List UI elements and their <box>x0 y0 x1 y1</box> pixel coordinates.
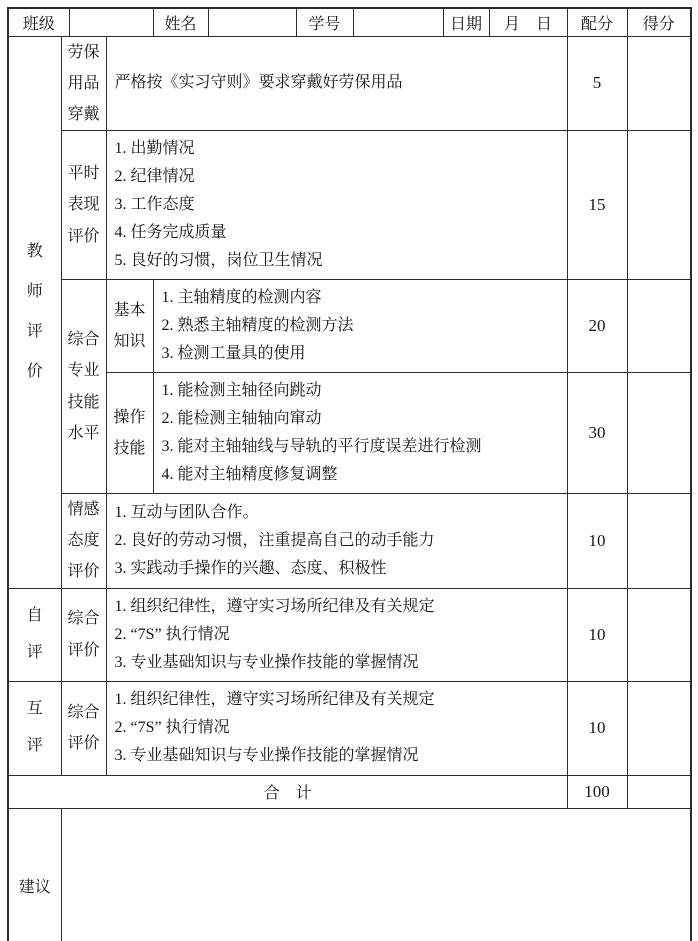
self-eval-score-cell <box>627 588 691 681</box>
basic-criteria-line: 3. 检测工量具的使用 <box>161 345 306 363</box>
self-eval-points: 10 <box>567 588 627 681</box>
self-eval-criteria-line: 1. 组织纪律性，遵守实习场所纪律及有关规定 <box>114 597 435 615</box>
peer-eval-criteria-line: 3. 专业基础知识与专业操作技能的掌握情况 <box>114 747 419 765</box>
basic-criteria-line: 1. 主轴精度的检测内容 <box>161 289 322 307</box>
basic-criteria-line: 2. 熟悉主轴精度的检测方法 <box>161 317 354 335</box>
total-label: 合 计 <box>8 775 567 808</box>
points-column-header: 配分 <box>567 8 627 36</box>
daily-score-cell <box>627 131 691 280</box>
header-row <box>8 8 691 36</box>
ppe-score-cell <box>627 36 691 131</box>
row-daily-performance <box>8 131 691 280</box>
class-label: 班级 <box>8 8 69 36</box>
daily-criteria-line: 2. 纪律情况 <box>114 168 195 186</box>
section-self-evaluation <box>8 588 61 681</box>
row-ppe <box>8 36 691 131</box>
total-score-cell <box>627 775 691 808</box>
suggestion-label: 建议 <box>8 808 61 941</box>
self-eval-criteria-cell <box>106 588 567 681</box>
class-input-area <box>69 8 153 36</box>
attitude-label-cell <box>61 494 106 589</box>
evaluation-table <box>7 7 692 941</box>
peer-eval-criteria-cell <box>106 681 567 775</box>
attitude-criteria-cell <box>106 494 567 589</box>
total-points: 100 <box>567 775 627 808</box>
attitude-label: 情感态度评价 <box>67 501 100 581</box>
operate-label: 操作技能 <box>113 408 146 458</box>
attitude-criteria-line: 2. 良好的劳动习惯，注重提高自己的动手能力 <box>114 531 435 549</box>
suggestion-input-area <box>61 808 691 941</box>
peer-eval-label: 综合评价 <box>67 703 100 753</box>
peer-eval-criteria-line: 1. 组织纪律性，遵守实习场所纪律及有关规定 <box>114 691 435 709</box>
score-column-header: 得分 <box>627 8 691 36</box>
row-basic-knowledge <box>8 280 691 373</box>
section-peer-evaluation <box>8 681 61 775</box>
operate-criteria-line: 4. 能对主轴精度修复调整 <box>161 466 338 484</box>
self-eval-criteria-line: 2. “7S” 执行情况 <box>114 625 230 643</box>
operate-score-cell <box>627 373 691 494</box>
peer-eval-criteria-line: 2. “7S” 执行情况 <box>114 719 230 737</box>
operate-points: 30 <box>567 373 627 494</box>
row-attitude <box>8 494 691 589</box>
daily-criteria-cell <box>106 131 567 280</box>
operate-criteria-cell <box>153 373 567 494</box>
daily-label: 平时表现评价 <box>67 165 100 245</box>
name-input-area <box>208 8 296 36</box>
date-month-day: 月 日 <box>489 8 567 36</box>
daily-label-cell <box>61 131 106 280</box>
daily-points: 15 <box>567 131 627 280</box>
operate-criteria-line: 2. 能检测主轴轴向窜动 <box>161 410 322 428</box>
peer-section-label: 互评 <box>26 700 43 755</box>
student-no-label: 学号 <box>296 8 353 36</box>
attitude-score-cell <box>627 494 691 589</box>
basic-label-cell <box>106 280 153 373</box>
ppe-criteria-cell <box>106 36 567 131</box>
self-section-label: 自评 <box>26 606 43 661</box>
daily-criteria-line: 4. 任务完成质量 <box>114 224 227 242</box>
row-suggestion <box>8 808 691 941</box>
attitude-points: 10 <box>567 494 627 589</box>
peer-eval-score-cell <box>627 681 691 775</box>
student-no-input-area <box>353 8 443 36</box>
daily-criteria-line: 1. 出勤情况 <box>114 140 195 158</box>
row-peer-evaluation <box>8 681 691 775</box>
teacher-section-label: 教师评价 <box>26 243 43 381</box>
row-operating-skill <box>8 373 691 494</box>
operate-label-cell <box>106 373 153 494</box>
ppe-label: 劳保用品穿戴 <box>67 43 100 123</box>
self-eval-label-cell <box>61 588 106 681</box>
self-eval-label: 综合评价 <box>67 610 100 659</box>
self-eval-criteria-line: 3. 专业基础知识与专业操作技能的掌握情况 <box>114 653 419 671</box>
operate-criteria-line: 1. 能检测主轴径向跳动 <box>161 382 322 400</box>
skill-group-label-cell <box>61 280 106 494</box>
daily-criteria-line: 3. 工作态度 <box>114 196 195 214</box>
date-label: 日期 <box>443 8 489 36</box>
row-self-evaluation <box>8 588 691 681</box>
basic-criteria-cell <box>153 280 567 373</box>
name-label: 姓名 <box>153 8 208 36</box>
skill-group-label: 综合专业技能水平 <box>67 331 100 442</box>
operate-criteria-line: 3. 能对主轴轴线与导轨的平行度误差进行检测 <box>161 438 482 456</box>
ppe-criteria-text: 严格按《实习守则》要求穿戴好劳保用品 <box>114 74 403 92</box>
daily-criteria-line: 5. 良好的习惯，岗位卫生情况 <box>114 252 323 270</box>
basic-points: 20 <box>567 280 627 373</box>
attitude-criteria-line: 3. 实践动手操作的兴趣、态度、积极性 <box>114 559 387 577</box>
peer-eval-points: 10 <box>567 681 627 775</box>
basic-label: 基本知识 <box>113 301 146 351</box>
row-total <box>8 775 691 808</box>
attitude-criteria-line: 1. 互动与团队合作。 <box>114 503 259 521</box>
peer-eval-label-cell <box>61 681 106 775</box>
ppe-label-cell <box>61 36 106 131</box>
basic-score-cell <box>627 280 691 373</box>
section-teacher-evaluation <box>8 36 61 588</box>
ppe-points: 5 <box>567 36 627 131</box>
